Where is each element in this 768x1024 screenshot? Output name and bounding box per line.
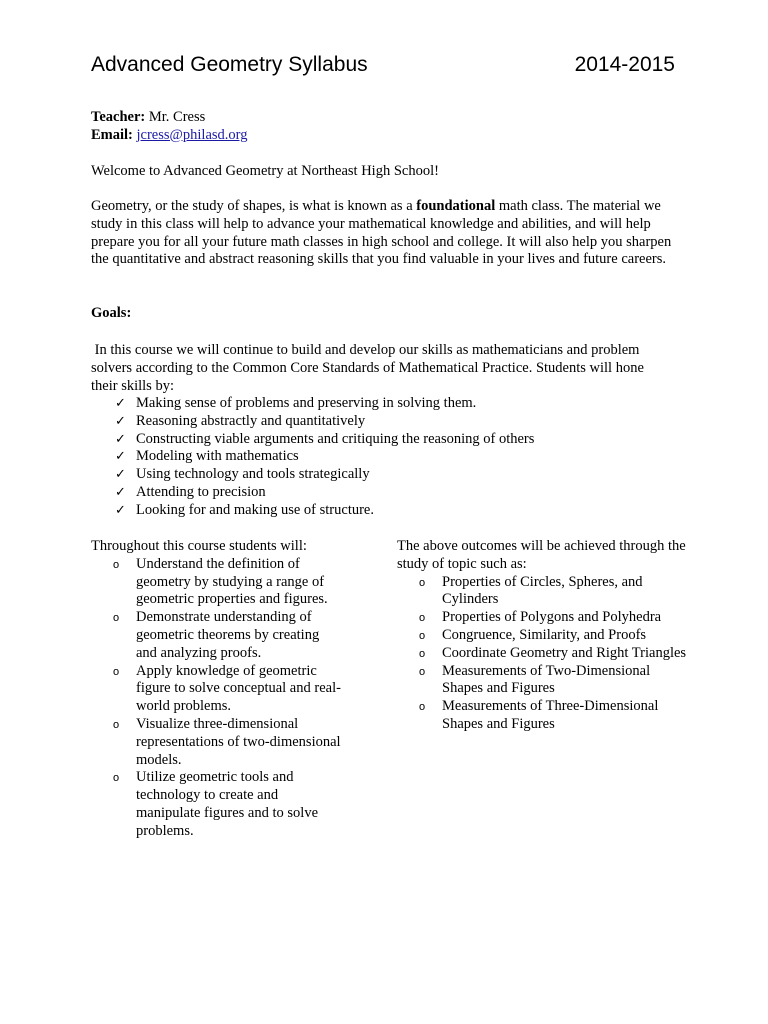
list-item: ✓ Modeling with mathematics: [115, 448, 299, 465]
list-item: o Measurements of Two-Dimensional Shapes and Figures: [419, 662, 651, 697]
check-icon: ✓: [115, 502, 126, 518]
bullet-icon: o: [419, 612, 426, 625]
bullet-icon: o: [113, 558, 120, 571]
check-icon: ✓: [115, 396, 126, 411]
outcomes-intro: Throughout this course students will:: [91, 538, 307, 554]
teacher-info: [91, 109, 691, 145]
goals-paragraph: In this course we will continue to build and develop our skills as mathematicians and problem solvers according to the Common Core Standards of Mathematical Practice. Students will hone their skills by:: [91, 342, 648, 394]
list-item: o Utilize geometric tools and technology to create and manipulate figures and to solve problems.: [113, 769, 319, 839]
check-icon: ✓: [115, 413, 126, 429]
teacher-label: Teacher:: [91, 109, 146, 125]
bullet-icon: o: [113, 665, 120, 678]
document-header: [91, 52, 675, 78]
goals-checklist: [91, 395, 691, 520]
list-item: o Properties of Circles, Spheres, and Cylinders: [419, 573, 643, 608]
bullet-icon: o: [419, 665, 426, 678]
list-item: o Understand the definition of geometry by studying a range of geometric properties and figures.: [113, 555, 328, 608]
bullet-icon: o: [113, 612, 120, 625]
email-label: Email:: [91, 126, 133, 143]
bullet-icon: o: [113, 718, 120, 731]
list-item: o Properties of Polygons and Polyhedra: [397, 609, 687, 627]
list-item: ✓ Making sense of problems and preserving in solving them.: [115, 395, 477, 411]
topics-column: [397, 538, 687, 734]
check-icon: ✓: [115, 467, 126, 483]
topics-intro: The above outcomes will be achieved through the study of topic such as:: [397, 538, 686, 572]
goals-heading: Goals:: [91, 305, 132, 321]
email-link[interactable]: jcress@philasd.org: [136, 126, 248, 143]
bullet-icon: o: [113, 772, 120, 785]
check-icon: ✓: [115, 431, 126, 447]
list-item: ✓ Reasoning abstractly and quantitatively: [115, 412, 366, 429]
list-item: o Measurements of Three-Dimensional Shapes and Figures: [419, 698, 659, 732]
outcomes-column: [91, 538, 341, 841]
bullet-icon: o: [419, 701, 426, 714]
document-title: Advanced Geometry Syllabus: [91, 53, 368, 76]
school-year: 2014-2015: [574, 53, 675, 76]
bullet-icon: o: [419, 576, 426, 589]
list-item: ✓ Constructing viable arguments and critiquing the reasoning of others: [115, 430, 535, 447]
bullet-icon: o: [419, 647, 426, 660]
check-icon: ✓: [115, 449, 126, 465]
teacher-line: [91, 109, 691, 127]
teacher-name: Mr. Cress: [148, 109, 206, 125]
list-item: ✓ Attending to precision: [115, 483, 266, 500]
list-item: ✓ Using technology and tools strategically: [115, 466, 370, 483]
intro-bold-word: foundational: [416, 198, 496, 214]
email-line: [91, 127, 691, 145]
welcome-text: Welcome to Advanced Geometry at Northeast High School!: [91, 163, 439, 179]
intro-paragraph: Geometry, or the study of shapes, is what is known as a foundational math class. The material we study in this class will help to advance your mathematical knowledge and abilities, and will help prepare you for all your future math classes in high school and college. It will also help you sharpen the quantitative and abstract reasoning skills that you find valuable in your lives and future careers.: [91, 198, 672, 268]
list-item: o Demonstrate understanding of geometric theorems by creating and analyzing proofs.: [113, 609, 320, 661]
bullet-icon: o: [419, 629, 426, 642]
list-item: o Coordinate Geometry and Right Triangles: [397, 645, 687, 663]
list-item: o Congruence, Similarity, and Proofs: [397, 627, 687, 645]
list-item: o Visualize three-dimensional representations of two-dimensional models.: [113, 715, 341, 768]
check-icon: ✓: [115, 484, 126, 500]
list-item: ✓ Looking for and making use of structure.: [115, 501, 374, 518]
list-item: o Apply knowledge of geometric figure to solve conceptual and real-world problems.: [113, 662, 341, 715]
